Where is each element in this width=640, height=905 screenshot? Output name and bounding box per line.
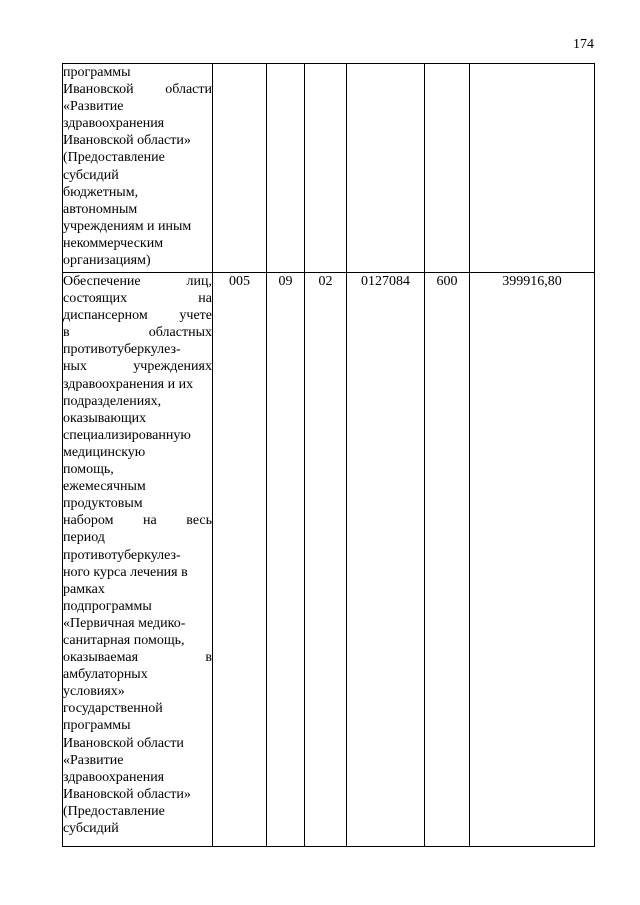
description-line: программы bbox=[63, 718, 131, 734]
description-line: набором на весь bbox=[63, 513, 212, 529]
value-cell-1 bbox=[213, 64, 267, 273]
description-line: подразделениях, bbox=[63, 393, 162, 409]
description-line: медицинскую bbox=[63, 444, 146, 460]
description-line: продуктовым bbox=[63, 496, 143, 512]
description-line: организациям) bbox=[63, 253, 151, 269]
description-line: Ивановской области» bbox=[63, 133, 191, 149]
description-line: государственной bbox=[63, 701, 163, 717]
description-line: условиях» bbox=[63, 684, 125, 700]
description-line: здравоохранения bbox=[63, 116, 165, 132]
description-line: противотуберкулез- bbox=[63, 547, 181, 563]
value-cell-6 bbox=[470, 64, 595, 273]
budget-table bbox=[62, 63, 595, 847]
description-line: состоящих на bbox=[63, 291, 212, 307]
description-line: Ивановской области bbox=[63, 82, 212, 98]
description-line: учреждениям и иным bbox=[63, 218, 192, 234]
description-line: противотуберкулез- bbox=[63, 342, 181, 358]
description-cell bbox=[63, 273, 213, 847]
value-cell-4: 0127084 bbox=[347, 273, 425, 847]
description-line: санитарная помощь, bbox=[63, 632, 185, 648]
table-row bbox=[63, 64, 595, 273]
page-number: 174 bbox=[573, 37, 594, 52]
value-cell-3: 02 bbox=[305, 273, 347, 847]
description-line: Обеспечение лиц, bbox=[63, 274, 212, 289]
description-line: здравоохранения и их bbox=[63, 376, 194, 392]
value-cell-4 bbox=[347, 64, 425, 273]
description-line: рамках bbox=[63, 581, 105, 597]
description-line: (Предоставление bbox=[63, 150, 165, 166]
value-cell-3 bbox=[305, 64, 347, 273]
description-line: ежемесячным bbox=[63, 479, 146, 495]
table-row bbox=[63, 273, 595, 847]
description-line: оказывающих bbox=[63, 410, 147, 426]
description-line: здравоохранения bbox=[63, 769, 165, 785]
description-line: программы bbox=[63, 65, 131, 80]
description-line: «Развитие bbox=[63, 99, 124, 115]
description-line: «Первичная медико- bbox=[63, 615, 186, 631]
description-line: период bbox=[63, 530, 105, 546]
description-line: Ивановской области bbox=[63, 735, 184, 751]
value-cell-2: 09 bbox=[267, 273, 305, 847]
description-line: ного курса лечения в bbox=[63, 564, 188, 580]
description-line: амбулаторных bbox=[63, 667, 148, 683]
description-line: «Развитие bbox=[63, 752, 124, 768]
value-cell-5: 600 bbox=[425, 273, 470, 847]
description-line: подпрограммы bbox=[63, 598, 152, 614]
description-line: диспансерном учете bbox=[63, 308, 212, 324]
value-cell-2 bbox=[267, 64, 305, 273]
description-line: (Предоставление bbox=[63, 803, 165, 819]
description-line: автономным bbox=[63, 201, 138, 217]
value-cell-6: 399916,80 bbox=[470, 273, 595, 847]
description-line: специализированную bbox=[63, 427, 191, 443]
description-line: помощь, bbox=[63, 462, 114, 478]
description-line: Ивановской области» bbox=[63, 786, 191, 802]
description-line: некоммерческим bbox=[63, 235, 164, 251]
description-line: субсидий bbox=[63, 821, 119, 836]
value-cell-5 bbox=[425, 64, 470, 273]
description-line: субсидий bbox=[63, 167, 119, 183]
value-cell-1: 005 bbox=[213, 273, 267, 847]
description-line: ных учреждениях bbox=[63, 359, 212, 375]
description-line: бюджетным, bbox=[63, 184, 139, 200]
description-line: в областных bbox=[63, 325, 212, 341]
description-line: оказываемая в bbox=[63, 650, 212, 666]
description-cell bbox=[63, 64, 213, 273]
